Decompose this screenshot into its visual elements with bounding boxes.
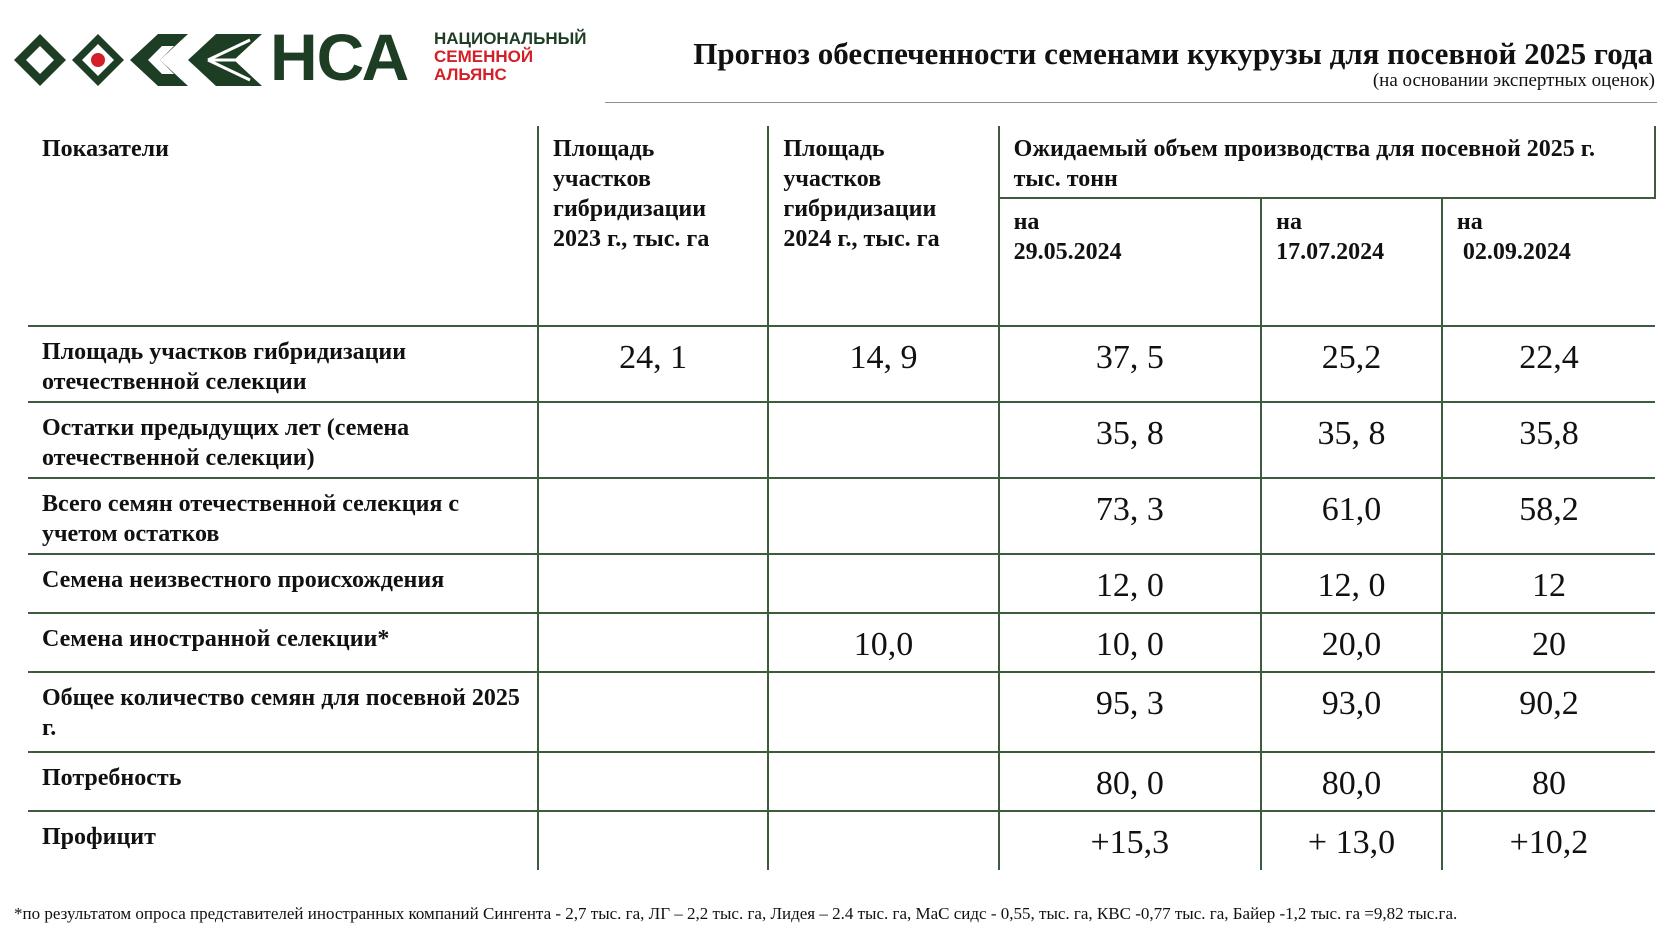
cell-value-3: 90,2 bbox=[1442, 672, 1655, 752]
cell-value-1: 95, 3 bbox=[999, 672, 1262, 752]
cell-area-2024: 10,0 bbox=[768, 613, 998, 672]
logo-line-1: НАЦИОНАЛЬНЫЙ bbox=[434, 29, 587, 48]
cell-value-2: 93,0 bbox=[1261, 672, 1442, 752]
cell-value-1: 80, 0 bbox=[999, 752, 1262, 811]
table-row bbox=[28, 554, 1655, 613]
cell-value-3: 35,8 bbox=[1442, 402, 1655, 478]
cell-value-1: 73, 3 bbox=[999, 478, 1262, 554]
cell-value-1: 37, 5 bbox=[999, 326, 1262, 402]
cell-value-2: 20,0 bbox=[1261, 613, 1442, 672]
cell-value-1: 10, 0 bbox=[999, 613, 1262, 672]
row-label: Остатки предыдущих лет (семена отечественной селекции) bbox=[28, 402, 538, 478]
cell-value-3: 80 bbox=[1442, 752, 1655, 811]
cell-area-2024 bbox=[768, 554, 998, 613]
header-date-prefix: на bbox=[1013, 209, 1040, 235]
row-label: Семена неизвестного происхождения bbox=[28, 554, 538, 613]
cell-area-2023 bbox=[538, 752, 768, 811]
header-date: 17.07.2024 bbox=[1276, 239, 1385, 265]
cell-area-2023 bbox=[538, 478, 768, 554]
header-area-2023: Площадь участков гибридизации 2023 г., тыс. га bbox=[538, 126, 768, 326]
cell-area-2023 bbox=[538, 613, 768, 672]
row-label: Общее количество семян для посевной 2025 г. bbox=[28, 672, 538, 752]
header-date-cell bbox=[999, 198, 1262, 326]
header-area-2024: Площадь участков гибридизации 2024 г., тыс. га bbox=[768, 126, 998, 326]
cell-value-1: 12, 0 bbox=[999, 554, 1262, 613]
title-divider bbox=[605, 102, 1657, 103]
table-row bbox=[28, 752, 1655, 811]
cell-area-2024: 14, 9 bbox=[768, 326, 998, 402]
header-date-cell bbox=[1442, 198, 1655, 326]
row-label: Площадь участков гибридизации отечественной селекции bbox=[28, 326, 538, 402]
table-row bbox=[28, 478, 1655, 554]
cell-value-3: 22,4 bbox=[1442, 326, 1655, 402]
cell-area-2024 bbox=[768, 752, 998, 811]
header-date: 02.09.2024 bbox=[1456, 239, 1571, 265]
cell-value-2: 12, 0 bbox=[1261, 554, 1442, 613]
table-row bbox=[28, 613, 1655, 672]
logo-line-2: СЕМЕННОЙ bbox=[434, 47, 534, 66]
seed-forecast-table bbox=[28, 126, 1656, 870]
row-label: Потребность bbox=[28, 752, 538, 811]
cell-value-2: 61,0 bbox=[1261, 478, 1442, 554]
header-date-prefix: на bbox=[1276, 209, 1302, 235]
cell-value-1: 35, 8 bbox=[999, 402, 1262, 478]
cell-area-2023: 24, 1 bbox=[538, 326, 768, 402]
cell-value-3: 58,2 bbox=[1442, 478, 1655, 554]
header-date-prefix: на bbox=[1456, 209, 1483, 235]
cell-area-2024 bbox=[768, 402, 998, 478]
cell-value-2: + 13,0 bbox=[1261, 811, 1442, 870]
cell-value-2: 25,2 bbox=[1261, 326, 1442, 402]
page-subtitle: (на основании экспертных оценок) bbox=[1372, 70, 1655, 91]
header-indicators: Показатели bbox=[28, 126, 538, 326]
table-row bbox=[28, 811, 1655, 870]
header-date-cell bbox=[1261, 198, 1442, 326]
header-expected-volume: Ожидаемый объем производства для посевной 2025 г. тыс. тонн bbox=[999, 126, 1655, 198]
table-row bbox=[28, 672, 1655, 752]
table-header-row-1 bbox=[28, 126, 1655, 198]
table-row bbox=[28, 402, 1655, 478]
cell-area-2023 bbox=[538, 402, 768, 478]
page-title: Прогноз обеспеченности семенами кукурузы для посевной 2025 года bbox=[693, 36, 1653, 71]
header-date: 29.05.2024 bbox=[1013, 239, 1122, 265]
cell-area-2024 bbox=[768, 478, 998, 554]
row-label: Всего семян отечественной селекция с учетом остатков bbox=[28, 478, 538, 554]
table-row bbox=[28, 326, 1655, 402]
cell-area-2024 bbox=[768, 672, 998, 752]
cell-area-2023 bbox=[538, 554, 768, 613]
logo-abbreviation: НСА bbox=[270, 20, 409, 94]
cell-area-2023 bbox=[538, 811, 768, 870]
cell-area-2023 bbox=[538, 672, 768, 752]
cell-value-3: 12 bbox=[1442, 554, 1655, 613]
cell-value-2: 80,0 bbox=[1261, 752, 1442, 811]
logo-name bbox=[434, 30, 604, 84]
logo-line-3: АЛЬЯНС bbox=[434, 65, 507, 84]
logo-emblem-icon bbox=[12, 32, 267, 88]
cell-value-2: 35, 8 bbox=[1261, 402, 1442, 478]
row-label: Семена иностранной селекции* bbox=[28, 613, 538, 672]
cell-value-1: +15,3 bbox=[999, 811, 1262, 870]
cell-value-3: 20 bbox=[1442, 613, 1655, 672]
cell-value-3: +10,2 bbox=[1442, 811, 1655, 870]
row-label: Профицит bbox=[28, 811, 538, 870]
cell-area-2024 bbox=[768, 811, 998, 870]
footnote: *по результатом опроса представителей иностранных компаний Сингента - 2,7 тыс. га, ЛГ – 2,2 тыс. га, Лидея – 2.4 тыс. га, МаС сидс - 0,55, тыс. га, КВС -0,77 тыс. га, Байер -1,2 тыс. га =9,82 тыс.га. bbox=[14, 904, 1458, 923]
